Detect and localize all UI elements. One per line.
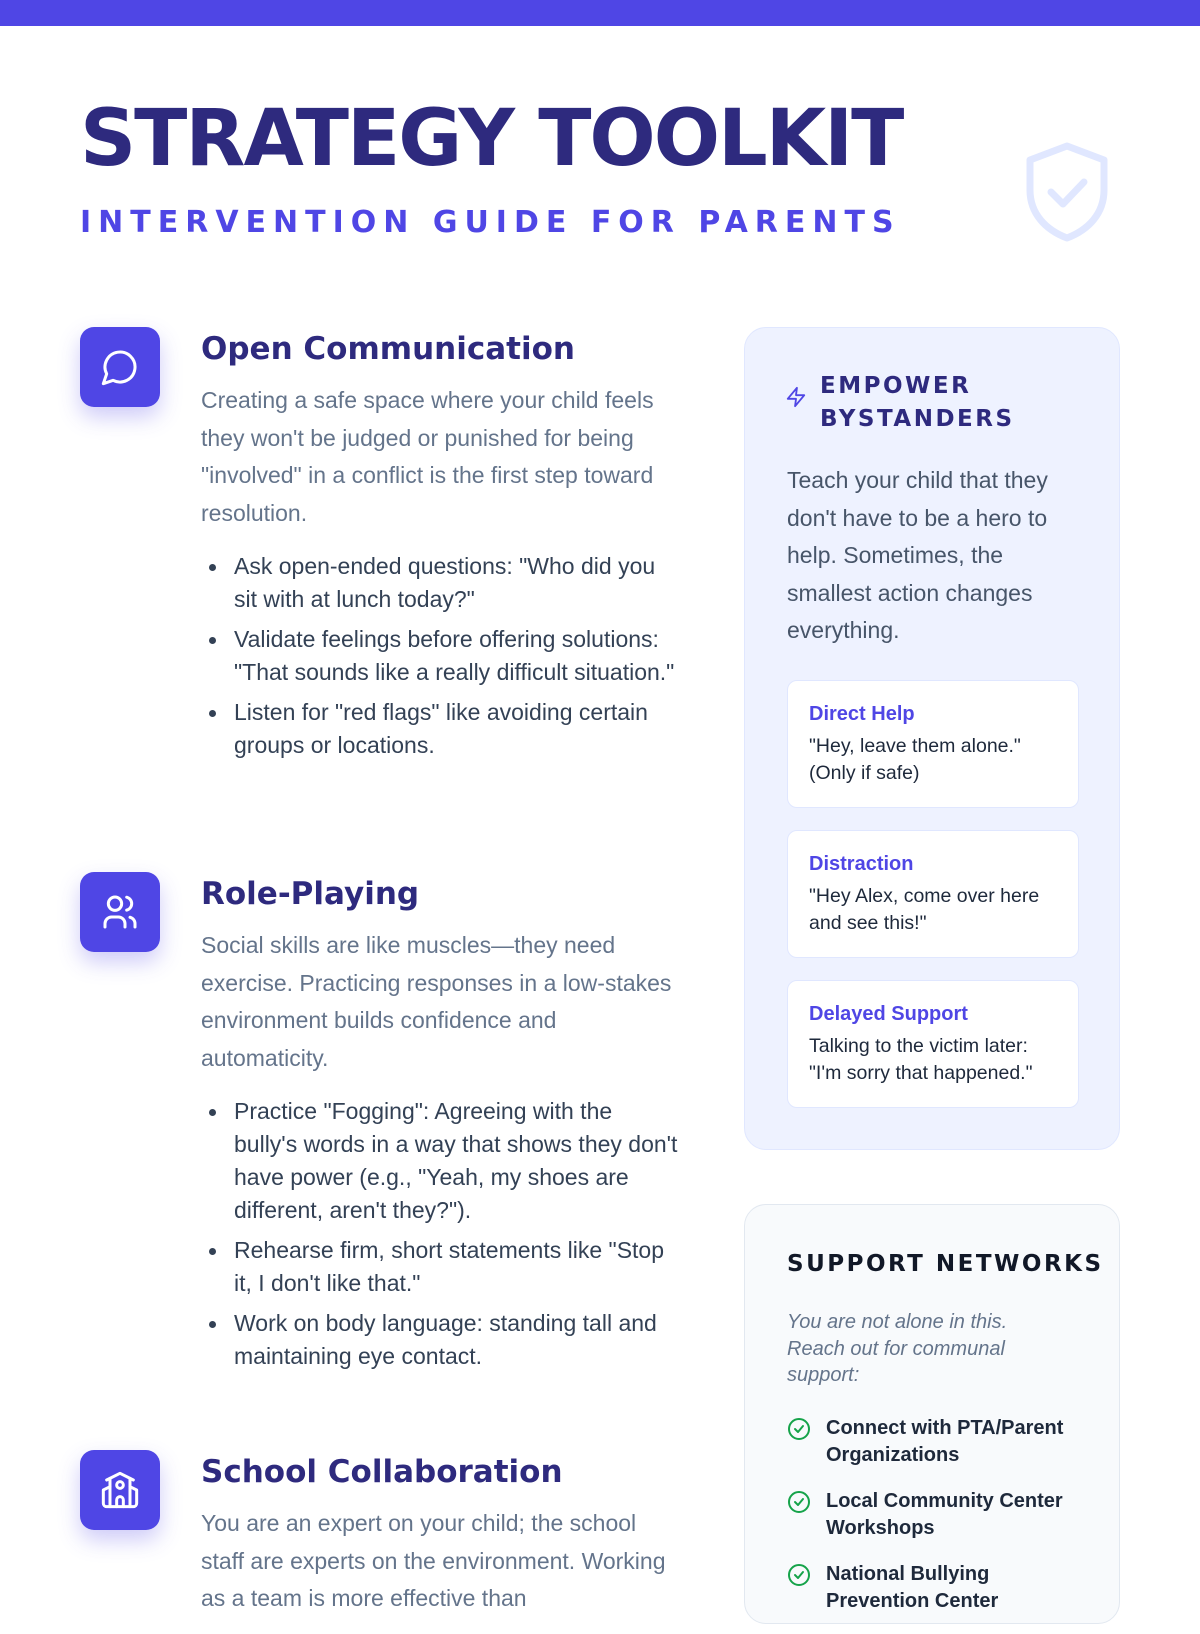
list-item: Validate feelings before offering solutions: "That sounds like a really difficult situation.": [201, 623, 679, 689]
top-accent-bar: [0, 0, 1200, 26]
section-description: You are an expert on your child; the school staff are experts on the environment. Working as a team is more effective than: [201, 1510, 666, 1612]
list-item: [787, 1561, 1087, 1614]
list-item: Rehearse firm, short statements like "Stop it, I don't like that.": [201, 1234, 679, 1300]
section-description: Social skills are like muscles—they need exercise. Practicing responses in a low-stakes environment builds confidence and automaticity.: [201, 932, 672, 1071]
list-item: Work on body language: standing tall and maintaining eye contact.: [201, 1307, 679, 1373]
panel-title: EMPOWER BYSTANDERS: [820, 373, 1015, 432]
panel-title: SUPPORT NETWORKS: [787, 1251, 1104, 1277]
section-icon-box: [80, 1450, 160, 1530]
strategy-card-delayed-support: [787, 980, 1079, 1108]
strategy-card-direct-help: [787, 680, 1079, 808]
card-title: Distraction: [809, 853, 914, 875]
support-networks-panel: [744, 1204, 1120, 1624]
support-item-label: National Bullying Prevention Center: [826, 1563, 999, 1612]
strategy-card-distraction: [787, 830, 1079, 958]
users-icon: [100, 892, 140, 932]
card-title: Direct Help: [809, 703, 915, 725]
section-title: Open Communication: [201, 331, 575, 367]
lightning-icon: [785, 386, 807, 408]
card-title: Delayed Support: [809, 1003, 968, 1025]
section-icon-box: [80, 872, 160, 952]
support-list: [787, 1415, 1087, 1634]
school-icon: [100, 1470, 140, 1510]
support-item-label: Connect with PTA/Parent Organizations: [826, 1417, 1064, 1466]
section-bullet-list: [201, 550, 679, 762]
support-item-label: Local Community Center Workshops: [826, 1490, 1063, 1539]
card-text: "Hey, leave them alone." (Only if safe): [809, 735, 1021, 784]
check-circle-icon: [787, 1563, 811, 1587]
section-icon-box: [80, 327, 160, 407]
list-item: Ask open-ended questions: "Who did you sit with at lunch today?": [201, 550, 679, 616]
page-subtitle: INTERVENTION GUIDE FOR PARENTS: [80, 205, 901, 240]
list-item: [787, 1488, 1087, 1541]
card-text: Talking to the victim later: "I'm sorry that happened.": [809, 1035, 1033, 1084]
list-item: [787, 1415, 1087, 1468]
section-bullet-list: [201, 1095, 679, 1373]
check-circle-icon: [787, 1490, 811, 1514]
section-description: Creating a safe space where your child feels they won't be judged or punished for being "involved" in a conflict is the first step toward resolution.: [201, 387, 654, 526]
section-title: School Collaboration: [201, 1454, 563, 1490]
check-circle-icon: [787, 1417, 811, 1441]
empower-bystanders-panel: [744, 327, 1120, 1150]
shield-check-icon: [1024, 142, 1110, 242]
list-item: Practice "Fogging": Agreeing with the bully's words in a way that shows they don't have power (e.g., "Yeah, my shoes are different, aren't they?").: [201, 1095, 679, 1227]
card-text: "Hey Alex, come over here and see this!": [809, 885, 1040, 934]
list-item: Listen for "red flags" like avoiding certain groups or locations.: [201, 696, 679, 762]
panel-description: You are not alone in this. Reach out for communal support:: [787, 1311, 1008, 1386]
page-title: STRATEGY TOOLKIT: [80, 94, 903, 184]
section-title: Role-Playing: [201, 876, 420, 912]
panel-description: Teach your child that they don't have to be a hero to help. Sometimes, the smallest action changes everything.: [787, 467, 1048, 643]
chat-bubble-icon: [100, 347, 140, 387]
